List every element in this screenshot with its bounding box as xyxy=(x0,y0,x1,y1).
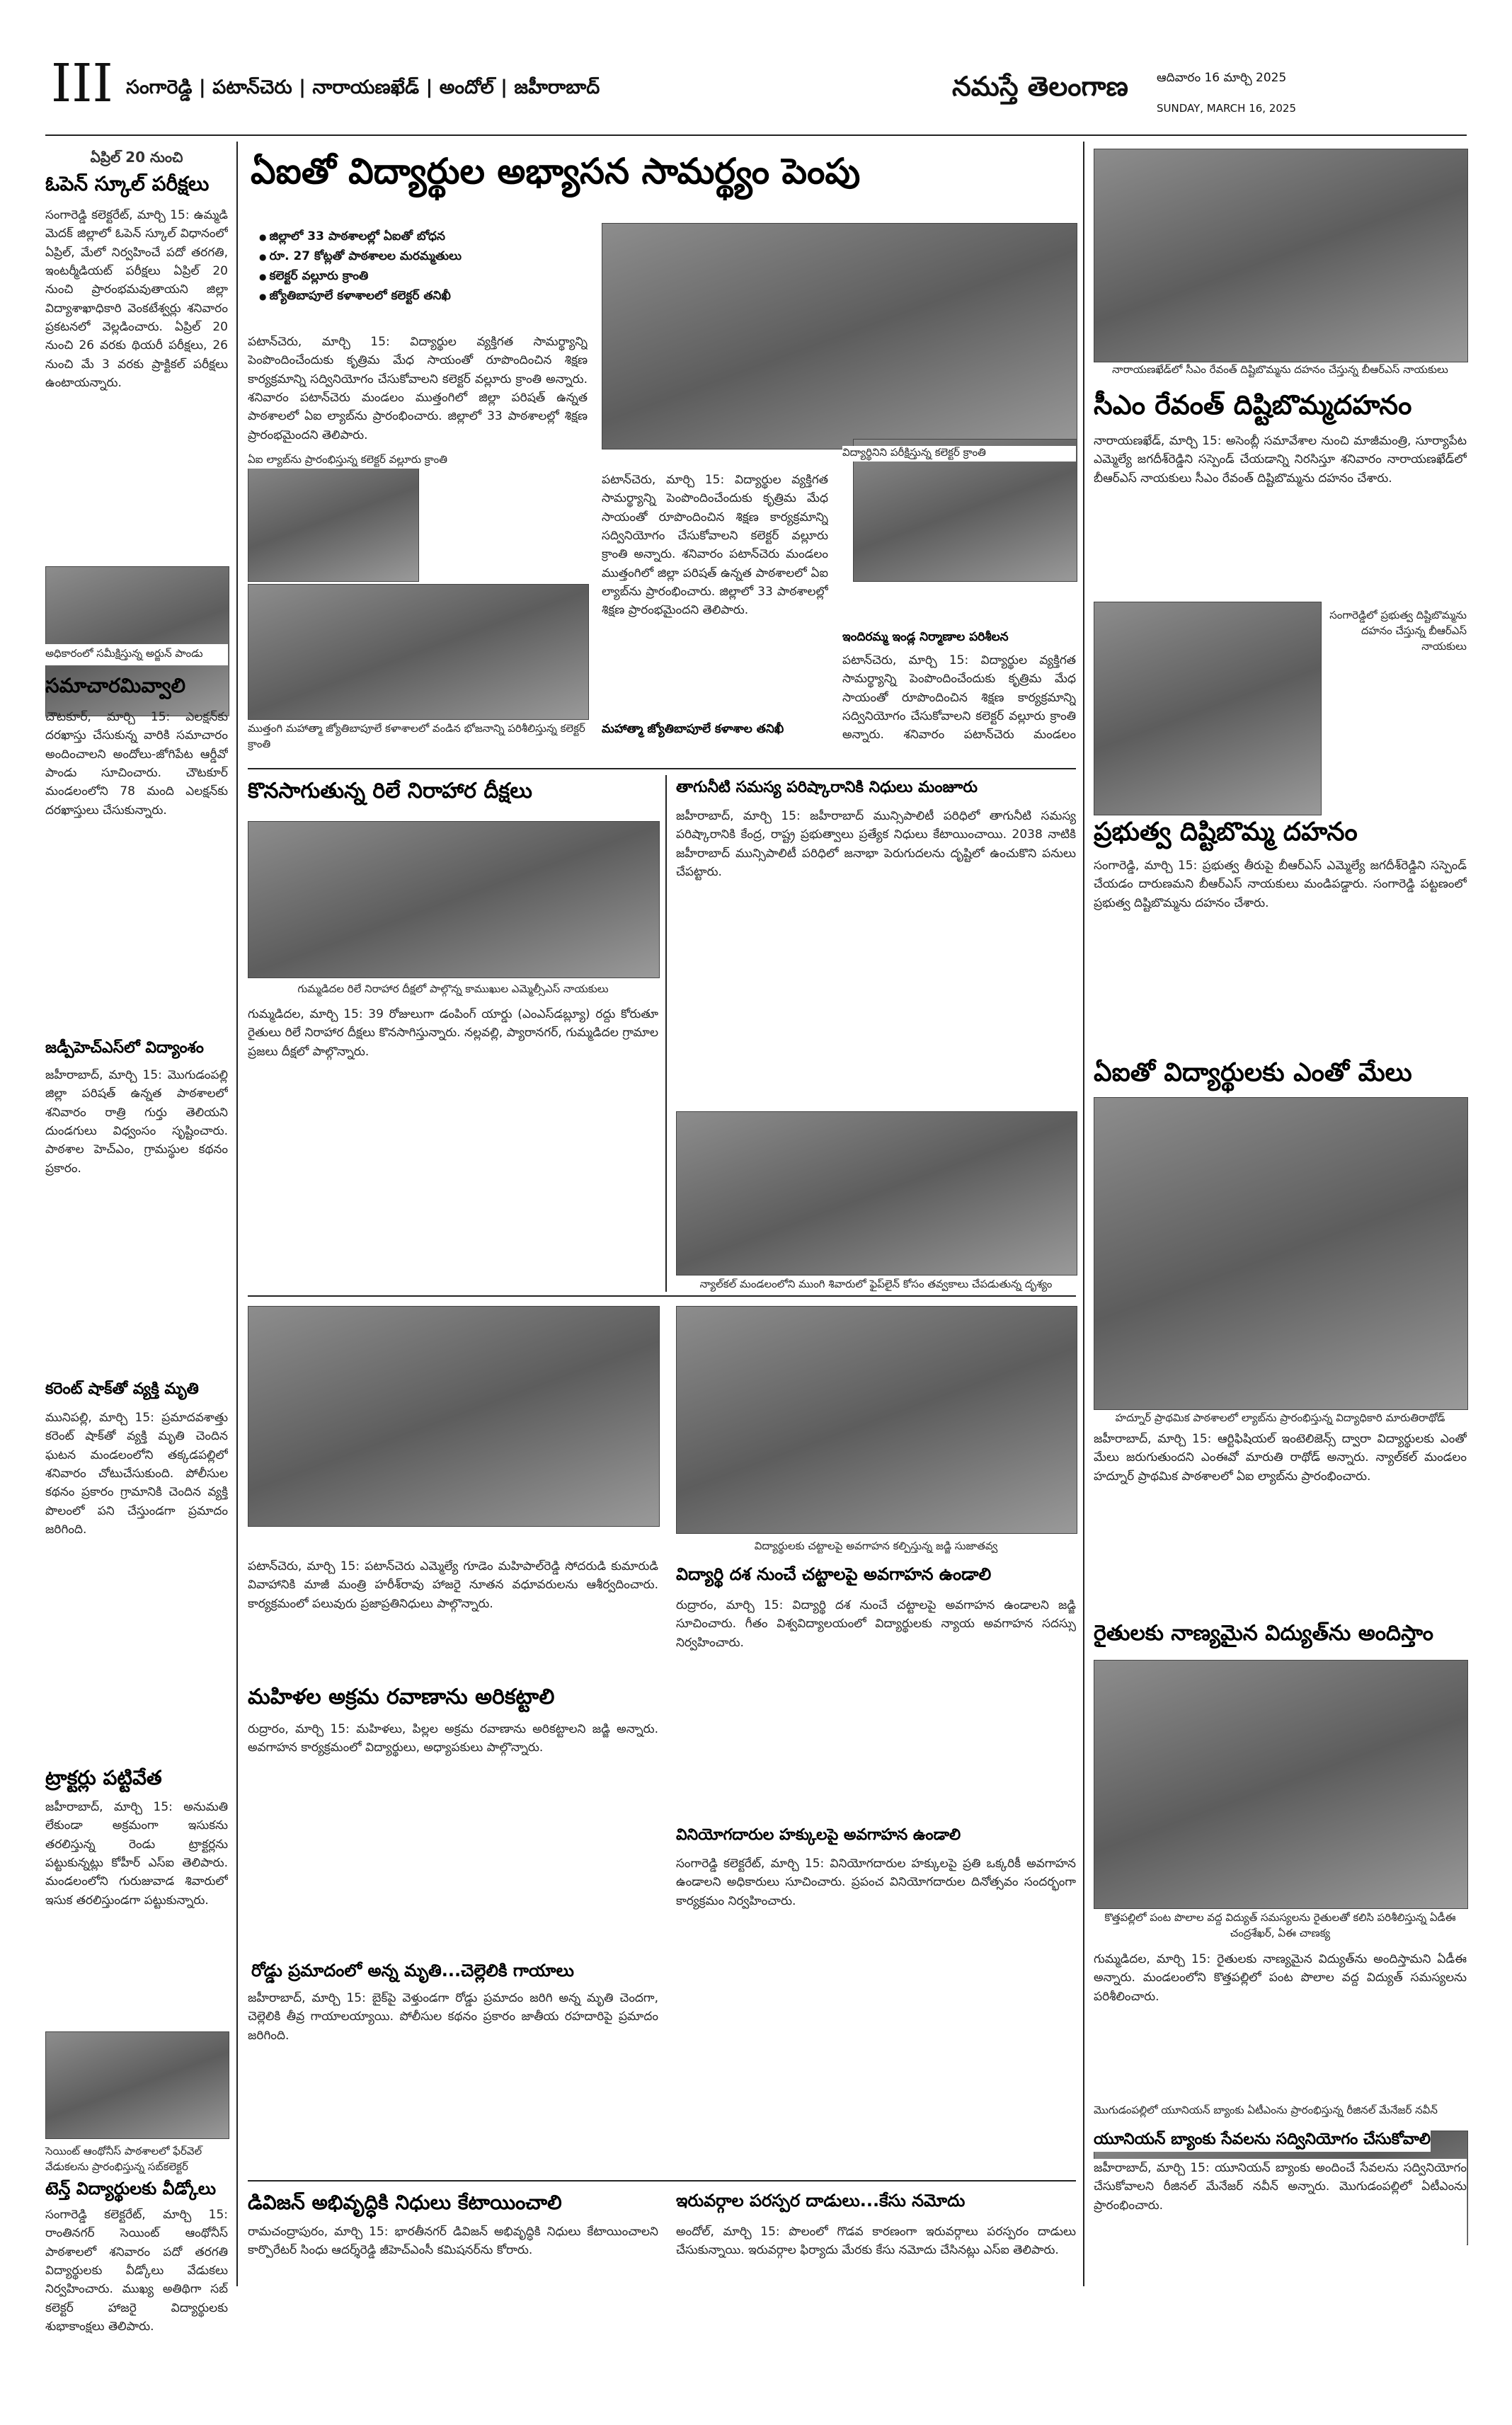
headline-accident: రోడ్డు ప్రమాదంలో అన్న మృతి...చెల్లెలికి గాయాలు xyxy=(251,1961,574,1980)
district-list: సంగారెడ్డి | పటాన్‌చెరు | నారాయణఖేడ్ | అందోల్ | జహీరాబాద్ xyxy=(126,76,600,98)
rule-under-lead xyxy=(248,768,1076,769)
right-column xyxy=(1094,149,1467,2286)
photo-water xyxy=(676,1111,1077,1275)
lead-bullet: ● కలెక్టర్ వల్లూరు క్రాంతి xyxy=(259,269,585,286)
lead-caption-student: విద్యార్థినిని పరీక్షిస్తున్న కలెక్టర్ క్రాంతి xyxy=(842,446,1076,462)
left-column xyxy=(45,149,228,2334)
kicker-ai-benefit: హద్నూర్ ప్రాథమిక పాఠశాలలో ల్యాబ్‌ను ప్రారంభిస్తున్న విద్యాధికారి మారుతిరాథోడ్ xyxy=(1115,1411,1445,1424)
lead-bullet: ● రూ. 27 కోట్లతో పాఠశాలల మరమ్మతులు xyxy=(259,249,585,266)
photo-wedding xyxy=(248,1306,660,1527)
photo-ai-benefit xyxy=(1094,1097,1468,1410)
caption-govt-effigy: సంగారెడ్డిలో ప్రభుత్వ దిష్టిబొమ్మను దహనం చేస్తున్న బీఆర్ఎస్ నాయకులు xyxy=(1329,609,1467,653)
headline-cm-effigy: సీఎం రేవంత్ దిష్టిబొమ్మదహనం xyxy=(1094,389,1412,420)
story-water xyxy=(676,779,1076,1288)
masthead xyxy=(0,0,1512,134)
body-cm-effigy: నారాయణఖేడ్, మార్చి 15: అసెంబ్లీ సమావేశాల నుంచి మాజీమంత్రి, సూర్యాపేట ఎమ్మెల్యే జగదీశ్‌రెడ్డిని సస్పెండ్ చేయడాన్ని నిరసిస్తూ శనివారం నారాయణఖేడ్‌లో బీఆర్ఎస్ నాయకులు సీఎం రేవంత్ దిష్టిబొమ్మను దహనం చేశారు. xyxy=(1094,434,1467,486)
photo-electricity xyxy=(1094,1660,1468,1909)
kicker-open-school: ఏప్రిల్ 20 నుంచి xyxy=(90,149,183,166)
headline-electricity: రైతులకు నాణ్యమైన విద్యుత్‌ను అందిస్తాం xyxy=(1094,1621,1433,1646)
lead-photo-ai-lab xyxy=(248,453,419,582)
body-farewell: సంగారెడ్డి కలెక్టరేట్, మార్చి 15: రాంతినగర్ సెయింట్ ఆంథోనీస్ పాఠశాలలో శనివారం పదో తరగతి విద్యార్థులకు వీడ్కోలు వేడుకలు నిర్వహించారు. ముఖ్య అతిథిగా సబ్ కలెక్టర్ హాజరై విద్యార్థులకు శుభాకాంక్షలు తెలిపారు. xyxy=(45,2208,228,2334)
photo-relay xyxy=(248,821,660,978)
headline-open-school: ఓపెన్ స్కూల్ పరీక్షలు xyxy=(45,172,210,195)
rule-bottom-section xyxy=(248,2180,1076,2182)
lead-story xyxy=(248,149,1076,764)
headline-tractors: ట్రాక్టర్లు పట్టివేత xyxy=(45,1766,162,1789)
lead-caption-college: ముత్తంగి మహాత్మా జ్యోతిబాపూలే కళాశాలలో వండిన భోజనాన్ని పరిశీలిస్తున్న కలెక్టర్ క్రాంతి xyxy=(248,722,585,750)
headline-info: సమాచారమివ్వాలి xyxy=(45,674,186,697)
body-student-law: రుద్రారం, మార్చి 15: విద్యార్థి దశ నుంచే చట్టాలపై అవగాహన ఉండాలని జడ్జి సూచించారు. గీతం విశ్వవిద్యాలయంలో విద్యార్థులకు న్యాయ అవగాహన సదస్సు నిర్వహించారు. xyxy=(676,1598,1076,1650)
body-relay: గుమ్మడిదల, మార్చి 15: 39 రోజులుగా డంపింగ్ యార్డు (ఎంఎస్‌డబ్ల్యూ) రద్దు కోరుతూ రైతులు రిలే నిరాహార దీక్షలు కొనసాగిస్తున్నారు. నల్లవల్లి, ప్యారానగర్, గుమ్మడిదల గ్రామాల ప్రజలు దీక్షలో పాల్గొన్నారు. xyxy=(248,1007,658,1059)
photo-govt-effigy xyxy=(1094,602,1322,815)
column-rule-left xyxy=(236,142,238,2286)
body-zphs: జహీరాబాద్, మార్చి 15: మొగుడంపల్లి జిల్లా పరిషత్ ఉన్నత పాఠశాలలో శనివారం రాత్రి గుర్తు తెలియని దుండగులు విధ్వంసం సృష్టించారు. పాఠశాల హెచ్ఎం, గ్రామస్థుల కథనం ప్రకారం. xyxy=(45,1068,228,1176)
masthead-rule xyxy=(45,134,1467,136)
body-govt-effigy: సంగారెడ్డి, మార్చి 15: ప్రభుత్వ తీరుపై బీఆర్ఎస్ ఎమ్మెల్యే జగదీశ్‌రెడ్డిని సస్పెండ్ చేయడం దారుణమని బీఆర్ఎస్ నాయకులు మండిపడ్డారు. సంగారెడ్డి పట్టణంలో ప్రభుత్వ దిష్టిబొమ్మను దహనం చేశారు. xyxy=(1094,859,1467,910)
headline-consumer: వినియోగదారుల హక్కులపై అవగాహన ఉండాలి xyxy=(676,1826,961,1844)
body-tractors: జహీరాబాద్, మార్చి 15: అనుమతి లేకుండా అక్రమంగా ఇసుకను తరలిస్తున్న రెండు ట్రాక్టర్లను పట్టుకున్నట్లు కోహీర్ ఎస్ఐ తెలిపారు. మండలంలోని గురుజువాడ శివారులో ఇసుక తరలిస్తుండగా పట్టుకున్నారు. xyxy=(45,1800,228,1908)
lead-body-col3: పటాన్‌చెరు, మార్చి 15: విద్యార్థుల వ్యక్తిగత సామర్థ్యాన్ని పెంపొందించేందుకు కృత్రిమ మేధ సాయంతో రూపొందించిన శిక్షణ కార్యక్రమాన్ని సద్వినియోగం చేసుకోవాలని కలెక్టర్ వల్లూరు క్రాంతి అన్నారు. శనివారం పటాన్‌చెరు మండలం xyxy=(842,653,1076,743)
lead-subhead-housing: ఇందిరమ్మ ఇండ్ల నిర్మాణాల పరిశీలన xyxy=(842,630,1009,644)
column-rule-right xyxy=(1083,142,1084,2286)
photo-farewell xyxy=(45,2031,229,2139)
headline-bank: యూనియన్ బ్యాంకు సేవలను సద్వినియోగం చేసుకోవాలి xyxy=(1094,2131,1431,2152)
story-relay xyxy=(248,779,658,1288)
body-info: చౌటకూర్, మార్చి 15: ఎలక్షన్‌కు దరఖాస్తు చేసుకున్న వారికి సమాచారం అందించాలని అందోలు-జోగిపేట ఆర్డీవో పాండు సూచించారు. చౌటకూర్ మండలంలోని 78 మంది ఎలక్షన్‌కు దరఖాస్తులు చేసుకున్నారు. xyxy=(45,710,228,818)
lead-headline: ఏఐతో విద్యార్థుల అభ్యాసన సామర్థ్యం పెంపు xyxy=(251,151,861,192)
headline-zphs: జడ్పీహెచ్‌ఎస్‌లో విద్యాంశం xyxy=(45,1039,204,1057)
kicker-farewell: సెయింట్ ఆంథోనీస్ పాఠశాలలో ఫేర్‌వెల్ వేడుకలను ప్రారంభిస్తున్న సబ్‌కలెక్టర్ xyxy=(45,2145,202,2173)
date-english: SUNDAY, MARCH 16, 2025 xyxy=(1157,102,1296,115)
body-consumer: సంగారెడ్డి కలెక్టరేట్, మార్చి 15: వినియోగదారుల హక్కులపై ప్రతి ఒక్కరికీ అవగాహన ఉండాలని అధికారులు సూచించారు. ప్రపంచ వినియోగదారుల దినోత్సవం సందర్భంగా కార్యక్రమం నిర్వహించారు. xyxy=(676,1857,1076,1908)
caption-electricity: కొత్తపల్లిలో పంట పొలాల వద్ద విద్యుత్ సమస్యలను రైతులతో కలిసి పరిశీలిస్తున్న ఏడీఈ చంద్రశేఖర్, ఏఈ చాణక్య xyxy=(1104,1911,1456,1939)
photo-awareness xyxy=(676,1306,1077,1534)
body-wedding: పటాన్‌చెరు, మార్చి 15: పటాన్‌చెరు ఎమ్మెల్యే గూడెం మహిపాల్‌రెడ్డి సోదరుడి కుమారుడి వివాహానికి మాజీ మంత్రి హరీశ్‌రావు హాజరై నూతన వధూవరులను ఆశీర్వదించారు. కార్యక్రమంలో పలువురు ప్రజాప్రతినిధులు పాల్గొన్నారు. xyxy=(248,1559,658,1611)
caption-relay: గుమ్మడిదల రిలే నిరాహార దీక్షలో పాల్గొన్న కాముఖుల ఎమ్మెల్సీఎస్ నాయకులు xyxy=(297,982,609,995)
body-ai-benefit: జహీరాబాద్, మార్చి 15: ఆర్టిఫిషియల్ ఇంటెలిజెన్స్ ద్వారా విద్యార్థులకు ఎంతో మేలు జరుగుతుందని ఎంఈవో మారుతి రాథోడ్ అన్నారు. న్యాల్‌కల్ మండలం హద్నూర్ ప్రాథమిక పాఠశాలలో ఏఐ ల్యాబ్‌ను ప్రారంభించారు. xyxy=(1094,1432,1467,1484)
body-open-school: సంగారెడ్డి కలెక్టరేట్, మార్చి 15: ఉమ్మడి మెదక్ జిల్లాలో ఓపెన్ స్కూల్ విధానంలో ఏప్రిల్, మేలో నిర్వహించే పదో తరగతి, ఇంటర్మీడియట్ పరీక్షలు ఏప్రిల్ 20 నుంచి ప్రారంభమవుతాయని జిల్లా విద్యాశాఖాధికారి వెంకటేశ్వర్లు శనివారం ప్రకటనలో వెల్లడించారు. ఏప్రిల్ 20 నుంచి 26 వరకు థియరీ పరీక్షలు, 26 నుంచి మే 3 వరకు ప్రాక్టికల్ పరీక్షలు ఉంటాయన్నారు. xyxy=(45,208,228,391)
kicker-meeting: అధికారంలో సమీక్షిస్తున్న అర్జున్ పాండు xyxy=(45,644,228,665)
page-number: III xyxy=(51,53,113,114)
headline-women: మహిళల అక్రమ రవాణాను అరికట్టాలి xyxy=(248,1685,555,1709)
caption-water: న్యాల్‌కల్ మండలంలోని ముంగి శివారులో ఫైప్‌లైన్ కోసం తవ్వకాలు చేపడుతున్న దృశ్యం xyxy=(699,1278,1053,1290)
caption-cm-effigy: నారాయణఖేడ్‌లో సీఎం రేవంత్ దిష్టిబొమ్మను దహనం చేస్తున్న బీఆర్ఎస్ నాయకులు xyxy=(1112,363,1448,376)
headline-relay: కొనసాగుతున్న రిలే నిరాహార దీక్షలు xyxy=(248,779,532,803)
body-accident: జహీరాబాద్, మార్చి 15: బైక్‌పై వెళ్తుండగా రోడ్డు ప్రమాదం జరిగి అన్న మృతి చెందగా, చెల్లెలికి తీవ్ర గాయాలయ్యాయి. పోలీసుల కథనం ప్రకారం జాతీయ రహదారిపై ప్రమాదం జరిగింది. xyxy=(248,1991,658,2043)
lead-body: పటాన్‌చెరు, మార్చి 15: విద్యార్థుల వ్యక్తిగత సామర్థ్యాన్ని పెంపొందించేందుకు కృత్రిమ మేధ సాయంతో రూపొందించిన శిక్షణ కార్యక్రమాన్ని సద్వినియోగం చేసుకోవాలని కలెక్టర్ వల్లూరు క్రాంతి అన్నారు. శనివారం పటాన్‌చెరు మండలం ముత్తంగిలో జిల్లా పరిషత్ ఉన్నత పాఠశాలలో ఏఐ ల్యాబ్‌ను ప్రారంభించారు. జిల్లాలో 33 పాఠశాలల్లో శిక్షణ ప్రారంభమైందని తెలిపారు. xyxy=(248,335,588,442)
headline-govt-effigy: ప్రభుత్వ దిష్టిబొమ్మ దహనం xyxy=(1094,818,1358,847)
body-division: రామచంద్రాపురం, మార్చి 15: భారతీనగర్ డివిజన్ అభివృద్ధికి నిధులు కేటాయించాలని కార్పొరేటర్ సింధు ఆదర్శ్‌రెడ్డి జీహెచ్ఎంసీ కమిషనర్‌ను కోరారు. xyxy=(248,2225,658,2258)
body-case: అందోల్, మార్చి 15: పొలంలో గొడవ కారణంగా ఇరువర్గాలు పరస్పరం దాడులు చేసుకున్నాయి. ఇరువర్గాల ఫిర్యాదు మేరకు కేసు నమోదు చేసినట్లు ఎస్ఐ తెలిపారు. xyxy=(676,2225,1076,2258)
lead-bullet: ● జిల్లాలో 33 పాఠశాలల్లో ఏఐతో బోధన xyxy=(259,229,585,246)
body-current-shock: మునిపల్లి, మార్చి 15: ప్రమాదవశాత్తు కరెంట్ షాక్‌తో వ్యక్తి మృతి చెందిన ఘటన మండలంలోని తక్కడపల్లిలో శనివారం చోటుచేసుకుంది. పోలీసుల కథనం ప్రకారం గ్రామానికి చెందిన వ్యక్తి పొలంలో పని చేస్తుండగా ప్రమాదం జరిగింది. xyxy=(45,1411,228,1537)
lead-photo-main xyxy=(602,223,1077,449)
photo-cm-effigy xyxy=(1094,149,1468,362)
headline-farewell: టెన్త్ విద్యార్థులకు వీడ్కోలు xyxy=(45,2179,217,2198)
body-women: రుద్రారం, మార్చి 15: మహిళలు, పిల్లల అక్రమ రవాణాను అరికట్టాలని జడ్జి అన్నారు. అవగాహన కార్యక్రమంలో విద్యార్థులు, అధ్యాపకులు పాల్గొన్నారు. xyxy=(248,1722,658,1755)
caption-awareness: విద్యార్థులకు చట్టాలపై అవగాహన కల్పిస్తున్న జడ్జి సుజాతవ్వ xyxy=(754,1540,998,1552)
column-rule-mid xyxy=(665,775,667,1292)
lead-bullets xyxy=(259,227,585,309)
newspaper-name: నమస్తే తెలంగాణ xyxy=(952,71,1128,102)
date-telugu: ఆదివారం 16 మార్చి 2025 xyxy=(1157,71,1287,85)
story-wedding xyxy=(248,1306,658,1540)
headline-ai-benefit: ఏఐతో విద్యార్థులకు ఎంతో మేలు xyxy=(1094,1058,1412,1087)
headline-case: ఇరువర్గాల పరస్పర దాడులు...కేసు నమోదు xyxy=(676,2191,966,2211)
headline-division: డివిజన్ అభివృద్ధికి నిధులు కేటాయించాలి xyxy=(248,2191,562,2214)
kicker-bank: మొగుడంపల్లిలో యూనియన్ బ్యాంకు ఏటీఎంను ప్రారంభిస్తున్న రీజినల్ మేనేజర్ నవీన్ xyxy=(1094,2104,1467,2119)
rule-mid-section xyxy=(248,1295,1076,1297)
lead-caption-ai-lab: ఏఐ ల్యాబ్‌ను ప్రారంభిస్తున్న కలెక్టర్ వల్లూరు క్రాంతి xyxy=(248,453,588,469)
headline-water: తాగునీటి సమస్య పరిష్కారానికి నిధులు మంజూరు xyxy=(676,779,978,796)
lead-subhead-college: మహాత్మా జ్యోతిబాపూలే కళాశాల తనిఖీ xyxy=(602,722,784,736)
body-bank: జహీరాబాద్, మార్చి 15: యూనియన్ బ్యాంకు అందించే సేవలను సద్వినియోగం చేసుకోవాలని రీజినల్ మేనేజర్ నవీన్ అన్నారు. మొగుడంపల్లిలో ఏటీఎంను ప్రారంభించారు. xyxy=(1094,2159,1467,2279)
body-water: జహీరాబాద్, మార్చి 15: జహీరాబాద్ మున్సిపాలిటీ పరిధిలో తాగునీటి సమస్య పరిష్కారానికి కేంద్ర, రాష్ట్ర ప్రభుత్వాలు ప్రత్యేక నిధులు కేటాయించాయి. 2038 నాటికి జహీరాబాద్ మున్సిపాలిటీ పరిధిలో జనాభా పెరుగుదలను దృష్టిలో ఉంచుకొని పనులు చేపట్టారు. xyxy=(676,809,1076,880)
body-electricity: గుమ్మడిదల, మార్చి 15: రైతులకు నాణ్యమైన విద్యుత్‌ను అందిస్తామని ఏడీఈ అన్నారు. మండలంలోని కొత్తపల్లిలో పంట పొలాల వద్ద విద్యుత్ సమస్యలను పరిశీలించారు. xyxy=(1094,1952,1467,2004)
lead-body-col2: పటాన్‌చెరు, మార్చి 15: విద్యార్థుల వ్యక్తిగత సామర్థ్యాన్ని పెంపొందించేందుకు కృత్రిమ మేధ సాయంతో రూపొందించిన శిక్షణ కార్యక్రమాన్ని సద్వినియోగం చేసుకోవాలని కలెక్టర్ వల్లూరు క్రాంతి అన్నారు. శనివారం పటాన్‌చెరు మండలం ముత్తంగిలో జిల్లా పరిషత్ ఉన్నత పాఠశాలలో ఏఐ ల్యాబ్‌ను ప్రారంభించారు. జిల్లాలో 33 పాఠశాలల్లో శిక్షణ ప్రారంభమైందని తెలిపారు. xyxy=(602,473,828,618)
story-awareness xyxy=(676,1306,1076,1801)
lead-bullet: ● జ్యోతిబాపూలే కళాశాలలో కలెక్టర్ తనిఖీ xyxy=(259,289,585,306)
lead-photo-college xyxy=(248,584,589,720)
headline-student-law: విద్యార్థి దశ నుంచే చట్టాలపై అవగాహన ఉండాలి xyxy=(676,1564,992,1584)
headline-current-shock: కరెంట్ షాక్‌తో వ్యక్తి మృతి xyxy=(45,1380,199,1398)
